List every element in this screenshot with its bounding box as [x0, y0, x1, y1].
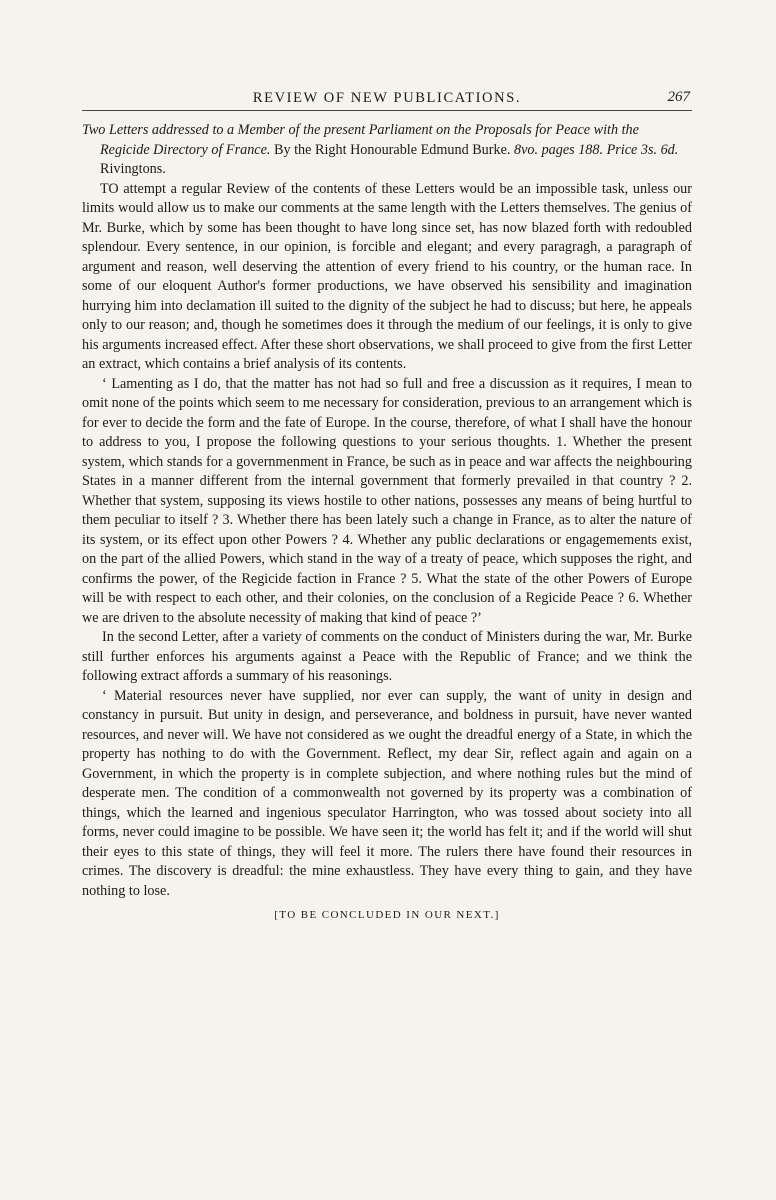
running-header	[82, 86, 692, 111]
book-author: By the Right Honourable Edmund Burke.	[270, 141, 514, 158]
document-page	[82, 86, 692, 1146]
book-format: 8vo. pages 188. Price 3s. 6d.	[513, 141, 679, 158]
book-title-italic: Two Letters addressed to a Member of the present Parliament on the Proposals for Peace with the Regicide Directory of France.	[82, 122, 639, 158]
quoted-paragraph: ‘ Material resources never have supplied, nor ever can supply, the want of unity in design and constancy in pursuit. But unity in design, and perseverance, and boldness in pursuit, have never wanted resources, and never will. We have not considered as we ought the dreadful energy of a State, in which the property has nothing to do with the Government. Reflect, my dear Sir, reflect again and again on a Government, in which the property is in complete subjection, and where nothing rules but the mind of desperate men. The condition of a commonwealth not governed by its property was a combination of things, which the learned and ingenious speculator Harrington, who was tossed about society into all forms, never could imagine to be possible. We have seen it; the world has felt it; and if the world will shut their eyes to this state of things, they will feel it more. The rulers there have found their resources in crimes. The discovery is dreadful: the mine exhaustless. They have every thing to gain, and they have nothing to lose.	[82, 687, 692, 899]
reviewed-book-title	[82, 121, 692, 180]
review-paragraph: TO attempt a regular Review of the contents of these Letters would be an impossible task, unless our limits would allow us to make our comments at the same length with the Letters themselves. The genius of Mr. Burke, which by some has been thought to have long since set, has now blazed forth with redoubled splendour. Every sentence, in our opinion, is forcible and elegant; and every paragragh, a paragraph of argument and reason, well deserving the attention of every friend to his country, or the human race. In some of our eloquent Author's former productions, we have observed his sensibility and imagination hurrying him into declamation ill suited to the dignity of the subject he had to discuss; but here, he appeals only to our reason; and, though he sometimes does it through the medium of our feelings, it is only to give his arguments increased effect. After these short observations, we shall proceed to give from the first Letter an extract, which contains a brief analysis of its contents.	[82, 180, 692, 372]
running-title: REVIEW OF NEW PUBLICATIONS.	[252, 90, 522, 106]
continuation-note: [TO BE CONCLUDED IN OUR NEXT.]	[274, 909, 500, 921]
review-paragraph: In the second Letter, after a variety of comments on the conduct of Ministers during the war, Mr. Burke still further enforces his arguments against a Peace with the Republic of France; and we think the following extract affords a summary of his reasonings.	[82, 629, 692, 684]
page-number: 267	[667, 89, 690, 105]
quoted-paragraph: ‘ Lamenting as I do, that the matter has not had so full and free a discussion as it requires, I mean to omit none of the points which seem to me necessary for consideration, previous to an arrangement which is for ever to decide the form and the fate of Europe. In the course, therefore, of what I shall have the honour to address to you, I propose the following questions to your serious thoughts. 1. Whether the present system, which stands for a governmenment in France, be such as in peace and war affects the neighbouring States in a manner different from the internal government that formerly prevailed in that country ? 2. Whether that system, supposing its views hostile to other nations, possesses any means of being hurtful to them peculiar to itself ? 3. Whether there has been lately such a change in France, as to alter the nature of its system, or its effect upon other Powers ? 4. Whether any public declarations or engagemements exist, on the part of the allied Powers, which stand in the way of a treaty of peace, which supposes the right, and confirms the power, of the Regicide faction in France ? 5. What the state of the other Powers of Europe will be with respect to each other, and their colonies, on the conclusion of a Regicide Peace ? 6. Whether we are driven to the absolute necessity of making that kind of peace ?’	[82, 375, 692, 626]
book-publisher: Rivingtons.	[100, 161, 166, 177]
